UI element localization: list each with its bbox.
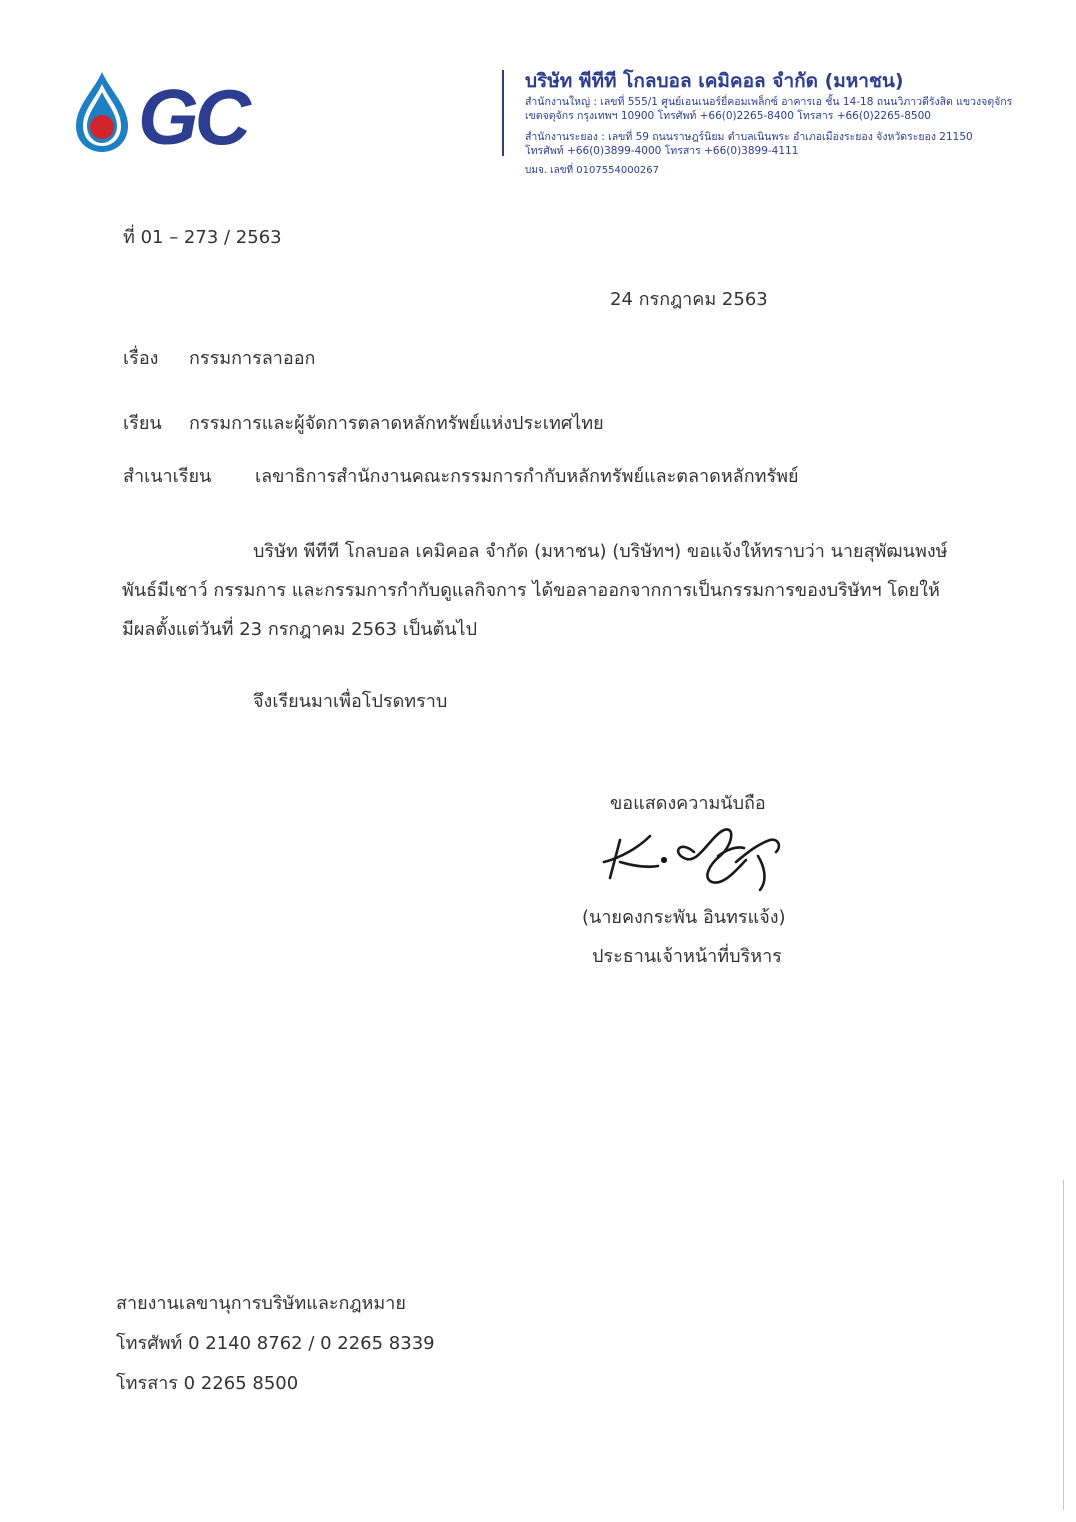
gc-logo (72, 70, 307, 154)
header-divider (502, 70, 504, 156)
footer-department: สายงานเลขานุการบริษัทและกฎหมาย (116, 1293, 406, 1314)
body-line-3: มีผลตั้งแต่วันที่ 23 กรกฎาคม 2563 เป็นต้นไป (122, 619, 478, 640)
subject-label: เรื่อง (123, 348, 159, 369)
head-office-line1: สำนักงานใหญ่ : เลขที่ 555/1 ศูนย์เอนเนอร์ยี่คอมเพล็กซ์ อาคารเอ ชั้น 14-18 ถนนวิภาวดีรังสิต แขวงจตุจักร (525, 96, 1013, 108)
letter-date: 24 กรกฎาคม 2563 (610, 289, 768, 310)
signer-title: ประธานเจ้าหน้าที่บริหาร (592, 946, 782, 967)
to-text: กรรมการและผู้จัดการตลาดหลักทรัพย์แห่งประเทศไทย (189, 413, 604, 434)
signer-name: (นายคงกระพัน อินทรแจ้ง) (582, 907, 786, 928)
rayong-office-line1: สำนักงานระยอง : เลขที่ 59 ถนนราษฎร์นิยม ตำบลเนินพระ อำเภอเมืองระยอง จังหวัดระยอง 21150 (525, 131, 973, 143)
footer-phone: โทรศัพท์ 0 2140 8762 / 0 2265 8339 (116, 1333, 435, 1354)
registration-number: บมจ. เลขที่ 0107554000267 (525, 165, 660, 176)
body-line-1: บริษัท พีทีที โกลบอล เคมิคอล จำกัด (มหาชน) (บริษัทฯ) ขอแจ้งให้ทราบว่า นายสุพัฒนพงษ์ (253, 541, 948, 562)
subject-text: กรรมการลาออก (189, 348, 316, 369)
footer-fax: โทรสาร 0 2265 8500 (116, 1373, 299, 1394)
to-label: เรียน (123, 413, 162, 434)
flame-core-icon (90, 115, 114, 139)
head-office-line2: เขตจตุจักร กรุงเทพฯ 10900 โทรศัพท์ +66(0)2265-8400 โทรสาร +66(0)2265-8500 (525, 110, 931, 122)
logo-text: GC (138, 73, 247, 154)
scan-edge-line (1063, 1180, 1064, 1510)
rayong-office-line2: โทรศัพท์ +66(0)3899-4000 โทรสาร +66(0)3899-4111 (525, 145, 799, 157)
reference-number: ที่ 01 – 273 / 2563 (123, 227, 282, 248)
cc-label: สำเนาเรียน (123, 466, 212, 487)
cc-text: เลขาธิการสำนักงานคณะกรรมการกำกับหลักทรัพย์และตลาดหลักทรัพย์ (255, 466, 799, 487)
company-name: บริษัท พีทีที โกลบอล เคมิคอล จำกัด (มหาชน) (525, 70, 904, 92)
handwritten-signature (598, 822, 793, 897)
body-line-2: พันธ์มีเชาว์ กรรมการ และกรรมการกำกับดูแลกิจการ ได้ขอลาออกจากการเป็นกรรมการของบริษัทฯ โดยให้ (122, 580, 940, 601)
regards-text: ขอแสดงความนับถือ (610, 793, 766, 814)
closing-line: จึงเรียนมาเพื่อโปรดทราบ (253, 691, 448, 712)
